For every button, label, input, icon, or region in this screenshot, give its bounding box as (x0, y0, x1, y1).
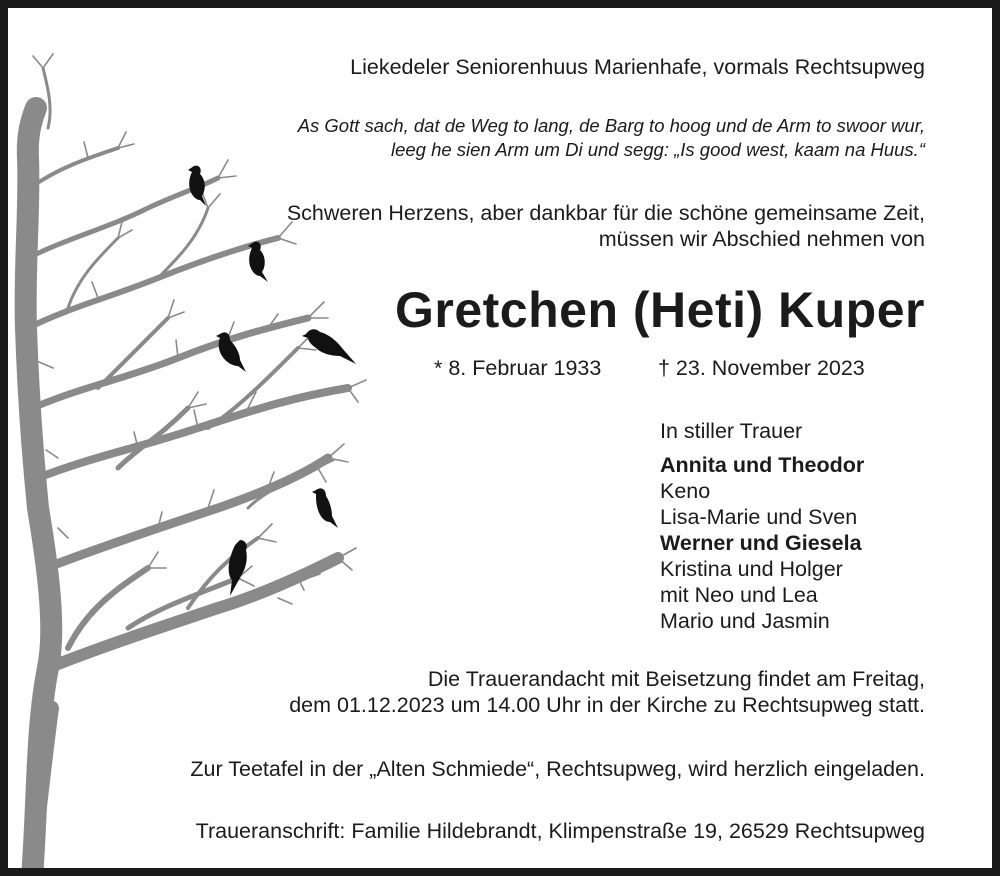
service-line-2: dem 01.12.2023 um 14.00 Uhr in der Kirche zu Rechtsupweg statt. (289, 693, 925, 717)
bird-icon (184, 164, 212, 208)
location-line: Liekedeler Seniorenhuus Marienhafe, vormals Rechtsupweg (350, 55, 925, 79)
mourner-line: Annita und Theodor (660, 453, 865, 477)
bare-tree-icon (8, 8, 388, 876)
mourner-line: Keno (660, 479, 711, 503)
bird-icon (244, 240, 274, 284)
bird-icon (310, 486, 340, 530)
mourners-list (660, 418, 864, 634)
deceased-name: Gretchen (Heti) Kuper (394, 282, 925, 338)
death-date: † 23. November 2023 (658, 356, 865, 380)
service-line-1: Die Trauerandacht mit Beisetzung findet am Freitag, (427, 667, 925, 691)
invitation-line: Zur Teetafel in der „Alten Schmiede“, Rechtsupweg, wird herzlich eingeladen. (190, 757, 925, 781)
poem-line-1: As Gott sach, dat de Weg to lang, de Barg to hoog und de Arm to swoor wur, (297, 115, 925, 136)
mourner-line: Mario und Jasmin (660, 609, 830, 633)
mourners-heading: In stiller Trauer (660, 419, 803, 443)
intro-line-2: müssen wir Abschied nehmen von (598, 227, 925, 251)
mourner-line: Werner und Giesela (660, 531, 862, 555)
intro-line-1: Schweren Herzens, aber dankbar für die schöne gemeinsame Zeit, (286, 201, 925, 225)
bird-icon (302, 326, 358, 368)
birth-date: * 8. Februar 1933 (434, 356, 602, 380)
address-line: Traueranschrift: Familie Hildebrandt, Klimpenstraße 19, 26529 Rechtsupweg (195, 819, 925, 843)
poem-line-2: leeg he sien Arm um Di und segg: „Is good west, kaam na Huus.“ (390, 139, 925, 160)
mourner-line: Kristina und Holger (660, 557, 843, 581)
mourner-line: mit Neo und Lea (660, 583, 818, 607)
mourner-line: Lisa-Marie und Sven (660, 505, 858, 529)
bird-icon (222, 538, 252, 598)
bird-icon (214, 330, 248, 374)
